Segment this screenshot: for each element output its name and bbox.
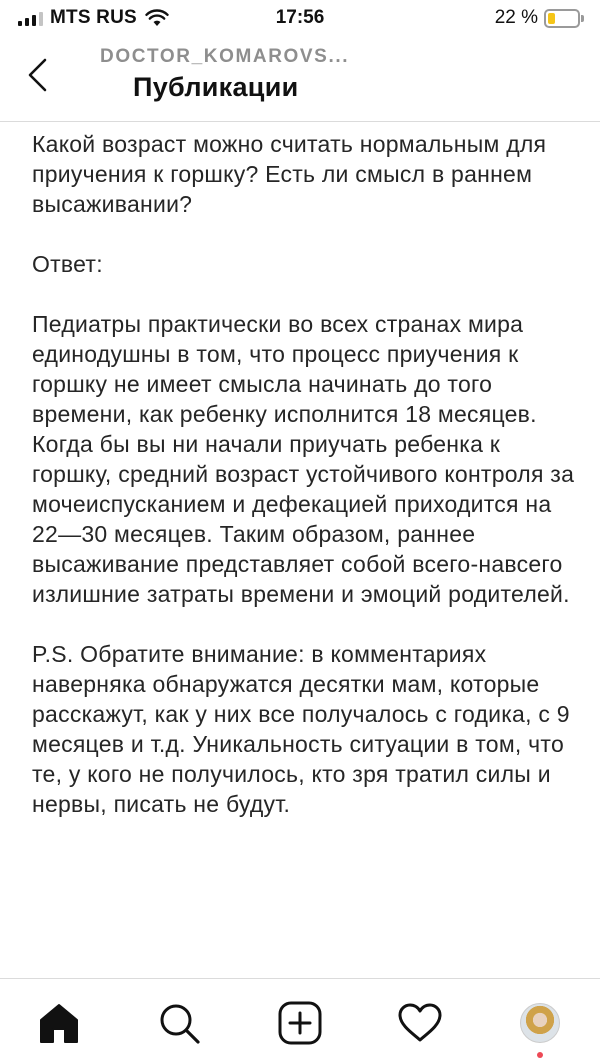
- carrier-name: MTS RUS: [50, 7, 137, 28]
- status-right: [495, 7, 584, 29]
- post-caption: [32, 129, 580, 974]
- nav-new-post[interactable]: [276, 999, 324, 1047]
- chevron-left-icon: [26, 57, 48, 93]
- page-title: Публикации: [133, 72, 299, 102]
- profile-avatar: [520, 1003, 560, 1043]
- home-icon: [37, 1001, 81, 1045]
- activity-heart-icon: [397, 1002, 443, 1044]
- nav-activity[interactable]: [396, 999, 444, 1047]
- status-bar: [0, 0, 600, 36]
- battery-icon: [544, 9, 580, 28]
- nav-search[interactable]: [155, 999, 203, 1047]
- new-post-icon: [277, 1000, 323, 1046]
- bottom-nav: [0, 978, 600, 1063]
- search-icon: [157, 1001, 201, 1045]
- battery-level: [548, 13, 555, 24]
- postscript-paragraph: P.S. Обратите внимание: в комментариях наверняка обнаружатся десятки мам, которые расскажут, как у них все получалось с годика, с 9 месяцев и т.д. Уникальность ситуации в том, что те, у кого не получилось, кто зря тратил силы и нервы, писать не будут.: [32, 641, 570, 817]
- back-button[interactable]: [22, 56, 52, 94]
- nav-home[interactable]: [35, 999, 83, 1047]
- battery-percent: 22 %: [494, 7, 538, 28]
- battery-cap: [581, 15, 584, 22]
- notification-dot: [537, 1052, 543, 1058]
- header: [0, 36, 600, 122]
- answer-paragraph: Педиатры практически во всех странах мира единодушны в том, что процесс приучения к горшку не имеет смысла начинать до того времени, как ребенку исполнится 18 месяцев. Когда бы вы ни начали приучать ребенка к горшку, средний возраст устойчивого контроля за мочеиспусканием и дефекацией приходится на 22—30 месяцев. Таким образом, раннее высаживание представляет собой всего-навсего излишние затраты времени и эмоций родителей.: [32, 311, 575, 607]
- nav-profile[interactable]: [516, 999, 564, 1047]
- answer-label: Ответ:: [32, 251, 103, 277]
- header-username[interactable]: DOCTOR_KOMAROVS...: [100, 46, 350, 67]
- question-paragraph: Какой возраст можно считать нормальным для приучения к горшку? Есть ли смысл в раннем высаживании?: [32, 131, 547, 217]
- clock: 17:56: [275, 7, 325, 28]
